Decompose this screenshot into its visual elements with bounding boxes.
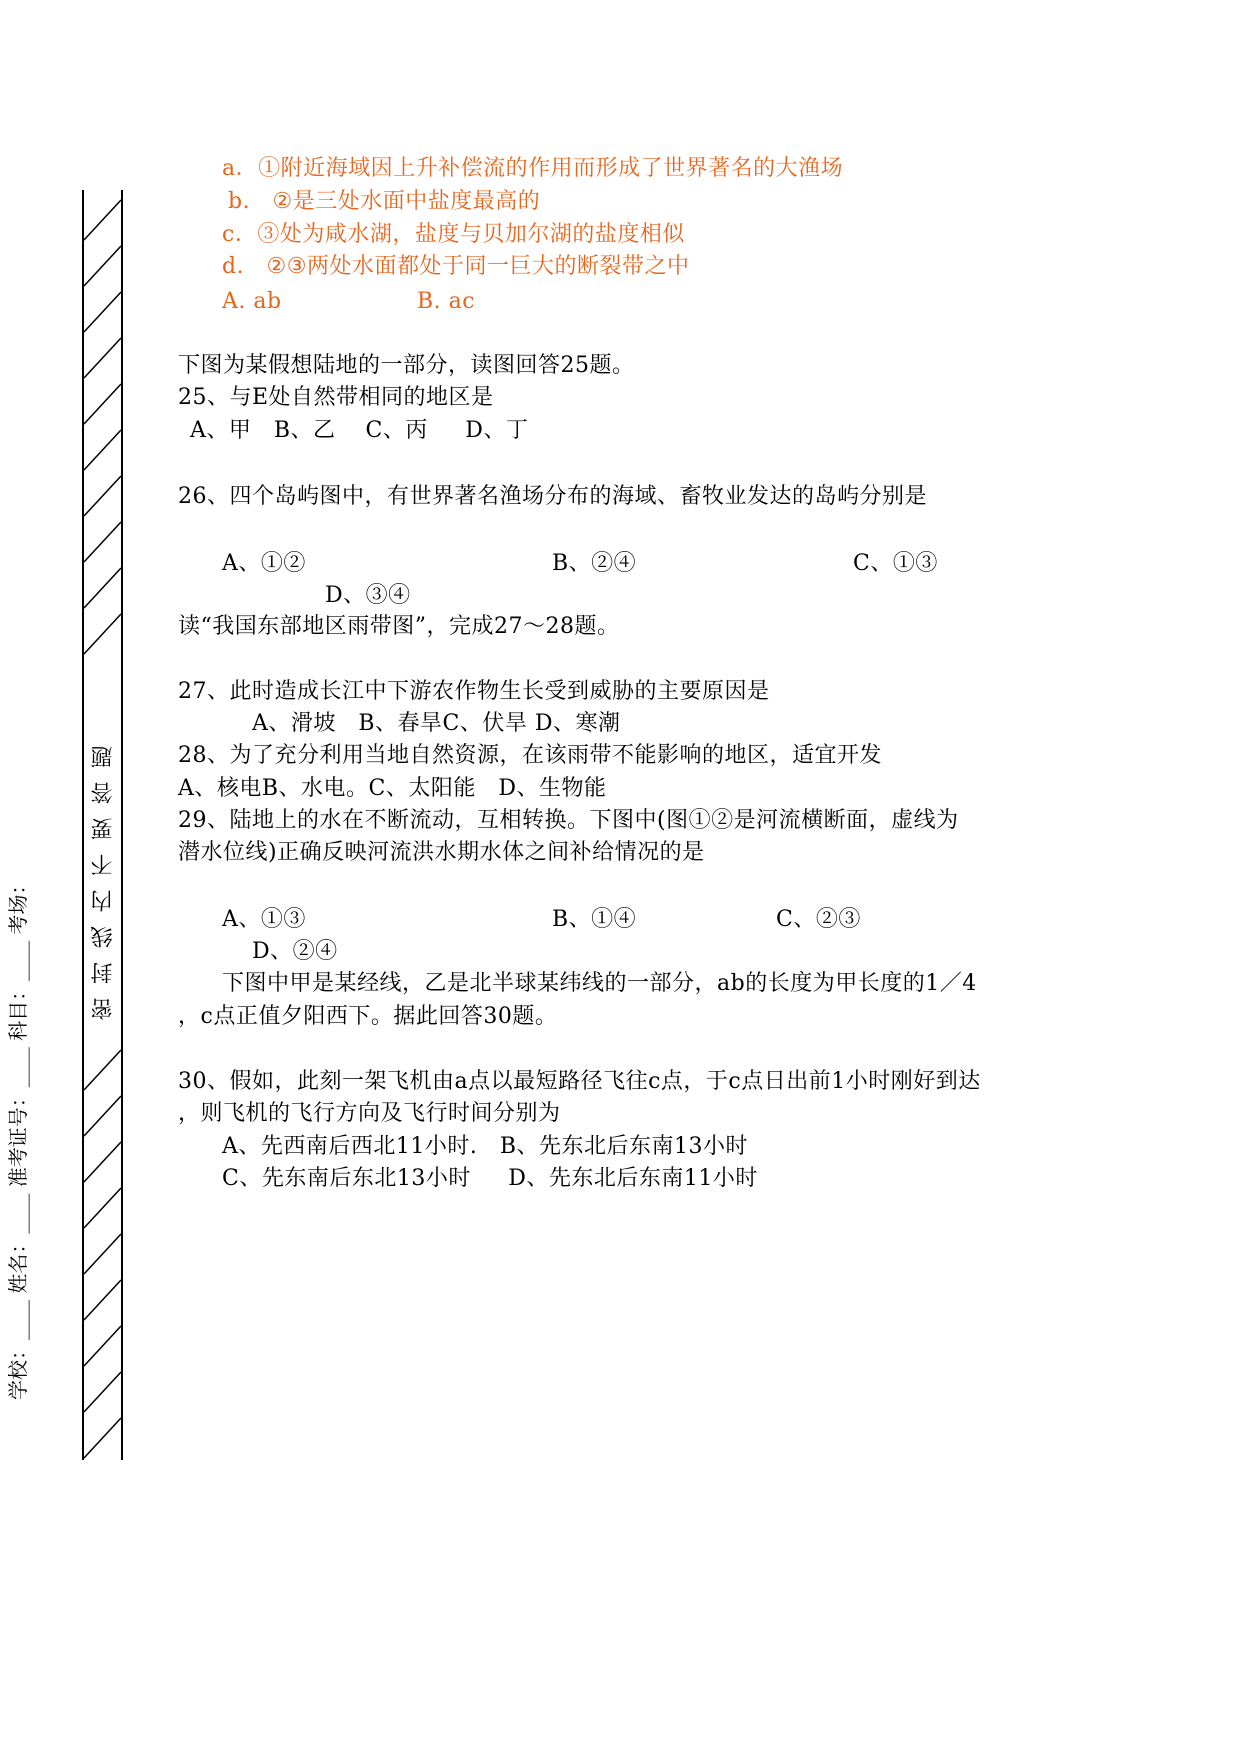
seal-line-notice: 密封线内不要答题 [91, 732, 116, 1020]
q28-stem: 28、为了充分利用当地自然资源，在该雨带不能影响的地区，适宜开发 [178, 743, 882, 768]
option-a-text: a．①附近海域因上升补偿流的作用而形成了世界著名的大渔场 [222, 156, 844, 181]
q27-28-intro: 读“我国东部地区雨带图”，完成27～28题。 [178, 614, 620, 639]
hatch-mark [84, 292, 121, 332]
q30-options-line2: C、先东南后东北13小时 D、先东北后东南11小时 [222, 1166, 758, 1191]
option-c-text: c．③处为咸水湖，盐度与贝加尔湖的盐度相似 [222, 222, 685, 247]
hatch-mark [84, 568, 121, 608]
hatch-mark [84, 246, 121, 286]
q28-options: A、核电B、水电。C、太阳能 D、生物能 [178, 776, 607, 801]
choice-b-text: B. ac [417, 289, 476, 314]
q30-intro-line1: 下图中甲是某经线，乙是北半球某纬线的一部分，ab的长度为甲长度的1／4 [222, 971, 977, 996]
q29-stem-line2: 潜水位线)正确反映河流洪水期水体之间补给情况的是 [178, 840, 705, 865]
q26-option-c: C、①③ [853, 551, 938, 576]
hatch-mark [84, 1372, 121, 1412]
hatch-mark [84, 1326, 121, 1366]
hatch-mark [84, 200, 121, 240]
q30-stem-line2: ，则飞机的飞行方向及飞行时间分别为 [178, 1101, 561, 1126]
exam-info-fields: 学校：____ 姓名：____ 准考证号：____ 科目：____ 考场： [6, 874, 30, 1400]
hatch-mark [84, 476, 121, 516]
hatch-mark [84, 1050, 121, 1090]
hatch-mark [84, 614, 121, 654]
hatch-mark [84, 1234, 121, 1274]
q27-options: A、滑坡 B、春旱C、伏旱 D、寒潮 [252, 711, 621, 736]
q29-option-b: B、①④ [552, 907, 637, 932]
hatch-mark [84, 522, 121, 562]
q25-options: A、甲 B、乙 C、丙 D、丁 [190, 418, 529, 443]
q29-option-a: A、①③ [222, 907, 306, 932]
q27-stem: 27、此时造成长江中下游农作物生长受到威胁的主要原因是 [178, 679, 770, 704]
q25-intro: 下图为某假想陆地的一部分，读图回答25题。 [178, 353, 635, 378]
q25-stem: 25、与E处自然带相同的地区是 [178, 385, 494, 410]
q30-options-line1: A、先西南后西北11小时. B、先东北后东南13小时 [222, 1134, 749, 1159]
hatch-mark [84, 1418, 121, 1458]
hatch-mark [84, 430, 121, 470]
q26-stem: 26、四个岛屿图中，有世界著名渔场分布的海域、畜牧业发达的岛屿分别是 [178, 484, 927, 509]
q29-stem-line1: 29、陆地上的水在不断流动，互相转换。下图中(图①②是河流横断面，虚线为 [178, 808, 959, 833]
hatch-mark [84, 338, 121, 378]
q29-option-d: D、②④ [252, 939, 338, 964]
hatch-mark [84, 1096, 121, 1136]
hatch-mark [84, 1142, 121, 1182]
q30-stem-line1: 30、假如，此刻一架飞机由a点以最短路径飞往c点，于c点日出前1小时刚好到达 [178, 1069, 981, 1094]
q30-intro-line2: ，c点正值夕阳西下。据此回答30题。 [178, 1004, 558, 1029]
q26-option-b: B、②④ [552, 551, 637, 576]
choice-a-text: A. ab [222, 289, 282, 314]
hatch-mark [84, 1280, 121, 1320]
q26-option-a: A、①② [222, 551, 306, 576]
option-d-text: d. ②③两处水面都处于同一巨大的断裂带之中 [222, 254, 690, 279]
hatch-mark [84, 384, 121, 424]
hatch-mark [84, 1188, 121, 1228]
q29-option-c: C、②③ [776, 907, 861, 932]
q26-option-d: D、③④ [325, 583, 411, 608]
option-b-text: b. ②是三处水面中盐度最高的 [228, 189, 541, 214]
